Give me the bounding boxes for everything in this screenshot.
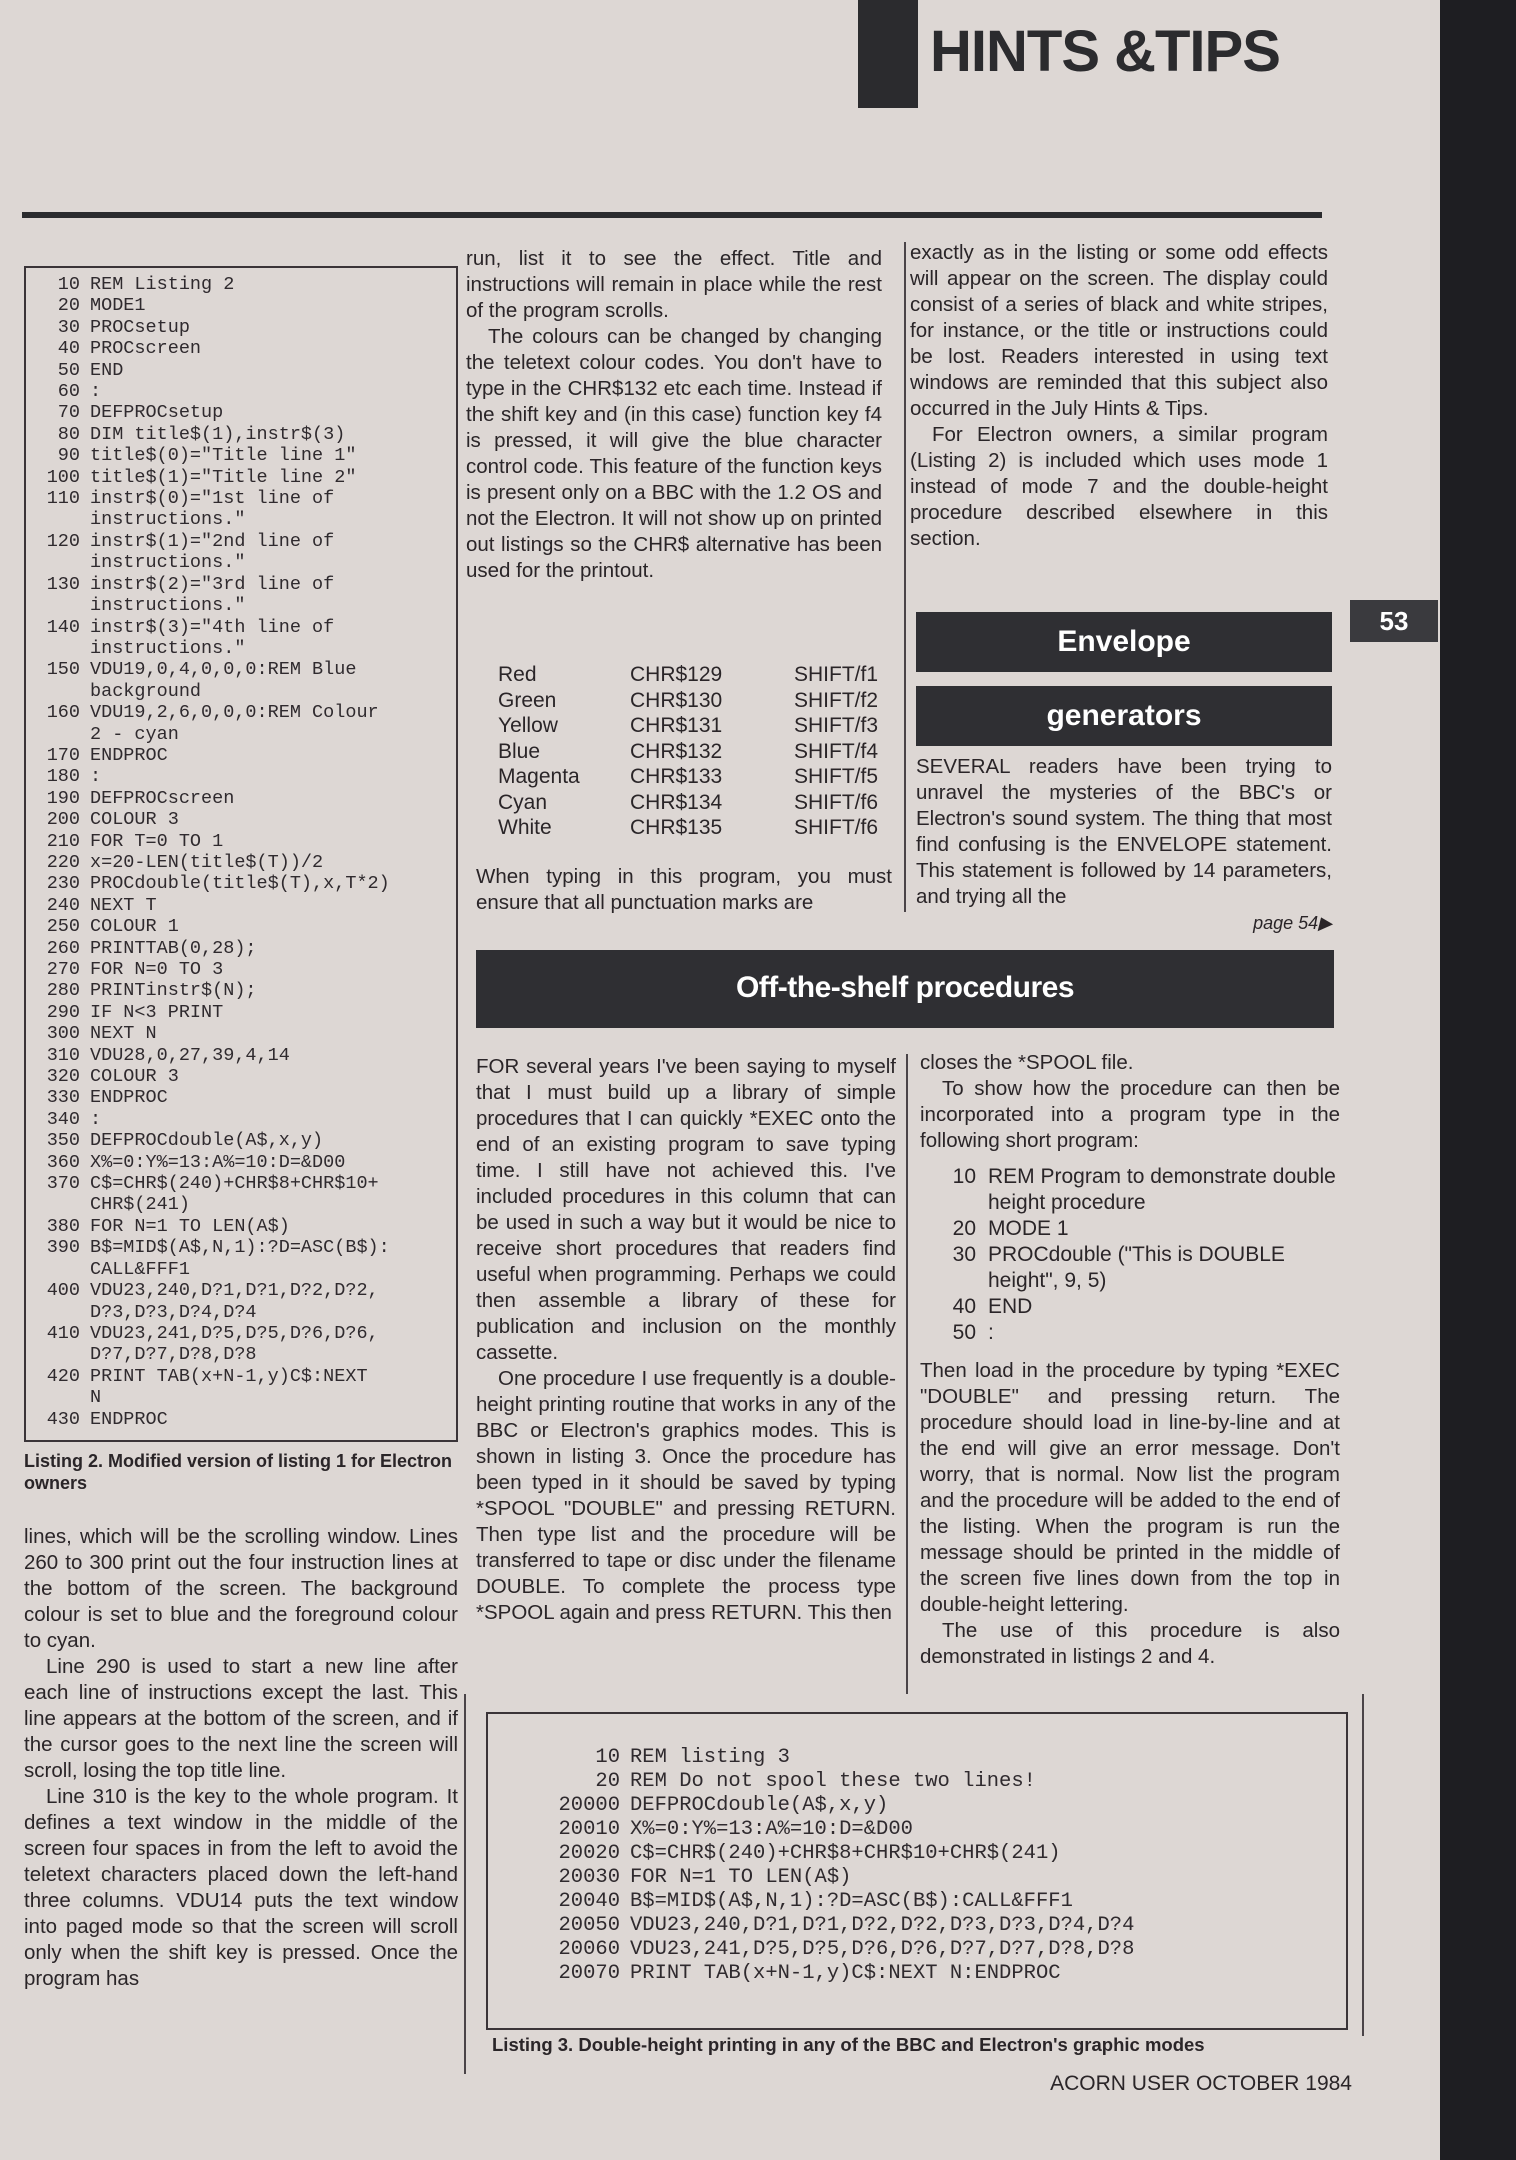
line-code: : bbox=[90, 381, 102, 403]
paragraph: To show how the procedure can then be incorporated into a program type in the following short program: bbox=[920, 1077, 1340, 1152]
line-code: DEFPROCsetup bbox=[90, 402, 224, 424]
line-code: VDU23,240,D?1,D?1,D?2,D?2,D?3,D?3,D?4,D?4 bbox=[630, 1914, 1135, 1937]
column-rule-3 bbox=[464, 1694, 466, 2074]
line-code: DIM title$(1),instr$(3) bbox=[90, 423, 346, 445]
code-continuation: instructions." bbox=[90, 595, 246, 617]
line-code: PROCdouble(title$(T),x,T*2) bbox=[90, 873, 390, 895]
line-number: 210 bbox=[46, 830, 80, 852]
line-number: 300 bbox=[46, 1023, 80, 1045]
line-code: ENDPROC bbox=[90, 1087, 168, 1109]
line-code: DEFPROCscreen bbox=[90, 787, 235, 809]
line-code: ENDPROC bbox=[90, 744, 168, 766]
code-line bbox=[26, 274, 456, 295]
line-number: 100 bbox=[46, 466, 80, 488]
page-edge-shadow bbox=[1440, 0, 1516, 2160]
line-number: 360 bbox=[46, 1151, 80, 1173]
line-code: PRINT TAB(x+N-1,y)C$:NEXT bbox=[90, 1365, 368, 1387]
line-code: PRINT TAB(x+N-1,y)C$:NEXT N:ENDPROC bbox=[630, 1962, 1061, 1985]
color-row bbox=[498, 713, 898, 739]
line-code: END bbox=[988, 1295, 1033, 1318]
color-chr-code: CHR$133 bbox=[630, 765, 723, 788]
line-code: REM Listing 2 bbox=[90, 274, 235, 295]
line-number: 240 bbox=[46, 894, 80, 916]
code-continuation: N bbox=[90, 1387, 102, 1409]
line-code: VDU28,0,27,39,4,14 bbox=[90, 1044, 290, 1066]
color-shift-key: SHIFT/f5 bbox=[794, 765, 879, 788]
color-shift-key: SHIFT/f1 bbox=[794, 663, 879, 686]
color-row bbox=[498, 764, 898, 790]
color-shift-key: SHIFT/f2 bbox=[794, 688, 879, 712]
line-number: 410 bbox=[46, 1322, 80, 1344]
column2-after-table: When typing in this program, you must ensure that all punctuation marks are bbox=[476, 865, 892, 914]
line-number: 430 bbox=[46, 1408, 80, 1430]
code-line bbox=[26, 1023, 456, 1044]
line-code: X%=0:Y%=13:A%=10:D=&D00 bbox=[630, 1818, 913, 1841]
code-line bbox=[26, 959, 456, 980]
code-line bbox=[26, 1173, 456, 1194]
line-code: NEXT T bbox=[90, 894, 157, 916]
color-shift-key: SHIFT/f4 bbox=[794, 739, 879, 763]
program-line bbox=[920, 1216, 1340, 1242]
code-line bbox=[502, 1746, 1346, 1770]
line-code: MODE1 bbox=[90, 295, 146, 317]
program-line bbox=[920, 1242, 1340, 1294]
color-row bbox=[498, 815, 898, 841]
line-code: DEFPROCdouble(A$,x,y) bbox=[630, 1794, 889, 1817]
line-code: PRINTTAB(0,28); bbox=[90, 937, 257, 959]
code-line bbox=[26, 745, 456, 766]
line-code: ENDPROC bbox=[90, 1408, 168, 1430]
line-code: : bbox=[90, 1108, 102, 1130]
line-number: 330 bbox=[46, 1087, 80, 1109]
code-line bbox=[26, 402, 456, 423]
code-line bbox=[26, 1087, 456, 1108]
code-line bbox=[502, 1794, 1346, 1818]
paragraph: The colours can be changed by changing the teletext colour codes. You don't have to type in the CHR$132 etc each time. Instead if the shift key and (in this case) function key f4 is pressed, it will give the blue character control code. This feature of the function keys is present only on a BBC with the 1.2 OS and not the Electron. It will not show up on printed out listings so the CHR$ alternative has been used for the printout. bbox=[466, 325, 882, 582]
code-line bbox=[26, 574, 456, 595]
line-number: 10 bbox=[595, 1746, 620, 1769]
line-code: title$(0)="Title line 1" bbox=[90, 445, 357, 467]
line-number: 110 bbox=[46, 488, 80, 510]
line-code: VDU19,2,6,0,0,0:REM Colour bbox=[90, 702, 379, 724]
paragraph: run, list it to see the effect. Title and instructions will remain in place while the rest of the program scrolls. bbox=[466, 247, 882, 322]
code-line bbox=[26, 788, 456, 809]
color-name: White bbox=[498, 816, 552, 839]
color-shift-key: SHIFT/f3 bbox=[794, 714, 879, 737]
line-number: 190 bbox=[46, 787, 80, 809]
line-code: VDU23,240,D?1,D?1,D?2,D?2, bbox=[90, 1280, 379, 1302]
column1-text bbox=[24, 1524, 458, 1992]
envelope-text bbox=[916, 754, 1332, 936]
column-rule-2 bbox=[906, 1054, 908, 1694]
code-line bbox=[26, 424, 456, 445]
footer-issue: ACORN USER OCTOBER 1984 bbox=[1050, 2072, 1352, 2095]
color-row bbox=[498, 790, 898, 816]
line-code: B$=MID$(A$,N,1):?D=ASC(B$):CALL&FFF1 bbox=[630, 1890, 1073, 1913]
code-line bbox=[26, 1002, 456, 1023]
line-number: 180 bbox=[46, 766, 80, 788]
line-code: COLOUR 3 bbox=[90, 1066, 179, 1088]
line-code: COLOUR 3 bbox=[90, 809, 179, 831]
section-title: HINTS &TIPS bbox=[930, 19, 1280, 84]
code-line bbox=[26, 766, 456, 787]
code-line bbox=[26, 895, 456, 916]
line-number: 20050 bbox=[558, 1914, 620, 1937]
color-code-table bbox=[498, 662, 898, 841]
listing3-caption: Listing 3. Double-height printing in any of the BBC and Electron's graphic modes bbox=[492, 2034, 1205, 2055]
demo-program bbox=[920, 1164, 1340, 1346]
line-number: 20040 bbox=[558, 1890, 620, 1913]
paragraph: exactly as in the listing or some odd effects will appear on the screen. The display could consist of a series of black and white stripes, for instance, or the title or instructions could be lost. Readers interested in using text windows are reminded that this subject also occurred in the July Hints & Tips. bbox=[910, 241, 1328, 420]
color-row bbox=[498, 662, 898, 688]
line-code: X%=0:Y%=13:A%=10:D=&D00 bbox=[90, 1151, 346, 1173]
code-line bbox=[26, 445, 456, 466]
code-line bbox=[26, 938, 456, 959]
code-line bbox=[26, 317, 456, 338]
code-continuation: D?7,D?7,D?8,D?8 bbox=[90, 1344, 257, 1366]
code-line bbox=[26, 381, 456, 402]
listing2-box bbox=[24, 266, 458, 1442]
code-line bbox=[26, 1109, 456, 1130]
line-number: 130 bbox=[46, 573, 80, 595]
header-block bbox=[858, 0, 918, 108]
line-number: 20020 bbox=[558, 1842, 620, 1865]
page-reference: page 54▶ bbox=[1253, 913, 1332, 933]
code-line bbox=[26, 1237, 456, 1258]
line-code: COLOUR 1 bbox=[90, 916, 179, 938]
code-continuation: background bbox=[90, 680, 202, 702]
line-number: 80 bbox=[57, 423, 80, 445]
code-line bbox=[502, 1890, 1346, 1914]
line-code: VDU19,0,4,0,0,0:REM Blue bbox=[90, 659, 357, 681]
line-code: instr$(3)="4th line of bbox=[90, 616, 335, 638]
code-line bbox=[26, 702, 456, 723]
color-shift-key: SHIFT/f6 bbox=[794, 790, 879, 814]
code-line bbox=[26, 338, 456, 359]
color-shift-key: SHIFT/f6 bbox=[794, 816, 879, 839]
line-number: 40 bbox=[952, 1295, 976, 1318]
color-name: Cyan bbox=[498, 790, 548, 814]
line-number: 30 bbox=[57, 316, 80, 338]
off-shelf-left-column bbox=[476, 1054, 896, 1626]
column-rule-4 bbox=[1362, 1694, 1364, 2036]
line-code: VDU23,241,D?5,D?5,D?6,D?6,D?7,D?7,D?8,D?8 bbox=[630, 1938, 1135, 1961]
line-code: PROCsetup bbox=[90, 316, 190, 338]
line-code: PRINTinstr$(N); bbox=[90, 980, 257, 1002]
color-name: Magenta bbox=[498, 765, 580, 788]
code-line bbox=[502, 1866, 1346, 1890]
line-number: 160 bbox=[46, 702, 80, 724]
code-line bbox=[26, 1130, 456, 1151]
line-number: 140 bbox=[46, 616, 80, 638]
line-number: 120 bbox=[46, 530, 80, 552]
color-chr-code: CHR$135 bbox=[630, 816, 723, 839]
column3-text bbox=[910, 240, 1328, 552]
line-number: 250 bbox=[46, 916, 80, 938]
line-number: 30 bbox=[952, 1243, 976, 1266]
code-line bbox=[502, 1962, 1346, 1986]
line-number: 170 bbox=[46, 744, 80, 766]
line-number: 20000 bbox=[558, 1794, 620, 1817]
envelope-title-bar-1: Envelope bbox=[916, 612, 1332, 672]
line-code: VDU23,241,D?5,D?5,D?6,D?6, bbox=[90, 1322, 379, 1344]
line-code: FOR T=0 TO 1 bbox=[90, 830, 224, 852]
paragraph: closes the *SPOOL file. bbox=[920, 1051, 1134, 1074]
code-line bbox=[26, 1323, 456, 1344]
code-line bbox=[26, 852, 456, 873]
column-rule-1 bbox=[904, 242, 906, 912]
line-code: x=20-LEN(title$(T))/2 bbox=[90, 851, 324, 873]
line-number: 370 bbox=[46, 1173, 80, 1195]
line-code: END bbox=[90, 359, 124, 381]
line-number: 10 bbox=[57, 274, 80, 295]
paragraph: For Electron owners, a similar program (Listing 2) is included which uses mode 1 instead of mode 7 and the double-height procedure described elsewhere in this section. bbox=[910, 423, 1328, 550]
program-line bbox=[920, 1294, 1340, 1320]
line-number: 400 bbox=[46, 1280, 80, 1302]
line-code: instr$(2)="3rd line of bbox=[90, 573, 335, 595]
line-code: REM Do not spool these two lines! bbox=[630, 1770, 1036, 1793]
line-code: PROCdouble ("This is DOUBLE height", 9, 5) bbox=[988, 1243, 1285, 1292]
line-number: 290 bbox=[46, 1001, 80, 1023]
color-name: Yellow bbox=[498, 714, 558, 737]
line-number: 70 bbox=[57, 402, 80, 424]
code-line bbox=[26, 467, 456, 488]
line-number: 340 bbox=[46, 1108, 80, 1130]
line-number: 270 bbox=[46, 959, 80, 980]
line-code: DEFPROCdouble(A$,x,y) bbox=[90, 1130, 324, 1152]
line-code: B$=MID$(A$,N,1):?D=ASC(B$): bbox=[90, 1237, 390, 1259]
line-code: C$=CHR$(240)+CHR$8+CHR$10+CHR$(241) bbox=[630, 1842, 1061, 1865]
color-chr-code: CHR$132 bbox=[630, 739, 723, 763]
listing3-code bbox=[488, 1714, 1346, 1986]
color-row bbox=[498, 688, 898, 714]
line-code: C$=CHR$(240)+CHR$8+CHR$10+ bbox=[90, 1173, 379, 1195]
line-number: 20 bbox=[57, 295, 80, 317]
paragraph: FOR several years I've been saying to myself that I must build up a library of simple procedures that I can quickly *EXEC onto the end of an existing program to save typing time. I still have not achieved this. I've included procedures in this column that can be used in such a way but it would be nice to receive short procedures that readers find useful when programming. Perhaps we could then assemble a library of these for publication and inclusion on the monthly cassette. bbox=[476, 1055, 896, 1364]
code-line bbox=[26, 531, 456, 552]
program-line bbox=[920, 1320, 1340, 1346]
color-chr-code: CHR$129 bbox=[630, 663, 723, 686]
line-code: instr$(0)="1st line of bbox=[90, 488, 335, 510]
line-number: 40 bbox=[57, 338, 80, 360]
line-code: FOR N=1 TO LEN(A$) bbox=[90, 1215, 290, 1237]
code-line bbox=[26, 488, 456, 509]
code-continuation: CALL&FFF1 bbox=[90, 1258, 190, 1280]
code-line bbox=[502, 1770, 1346, 1794]
line-number: 320 bbox=[46, 1066, 80, 1088]
line-number: 20060 bbox=[558, 1938, 620, 1961]
color-name: Red bbox=[498, 663, 537, 686]
line-number: 20070 bbox=[558, 1962, 620, 1985]
line-number: 20 bbox=[595, 1770, 620, 1793]
line-code: instr$(1)="2nd line of bbox=[90, 530, 335, 552]
paragraph: Line 310 is the key to the whole program. It defines a text window in the middle of the screen four spaces in from the left to avoid the teletext characters placed down the left-hand three columns. VDU14 puts the text window into paged mode so that the screen will scroll only when the shift key is pressed. Once the program has bbox=[24, 1785, 458, 1990]
off-shelf-right-column bbox=[920, 1050, 1340, 1670]
paragraph: lines, which will be the scrolling window. Lines 260 to 300 print out the four instruction lines at the bottom of the screen. The background colour is set to blue and the foreground colour to cyan. bbox=[24, 1525, 458, 1652]
line-code: REM listing 3 bbox=[630, 1746, 790, 1769]
code-continuation: instructions." bbox=[90, 509, 246, 531]
color-chr-code: CHR$134 bbox=[630, 790, 723, 814]
listing2-code bbox=[26, 268, 456, 1430]
line-code: NEXT N bbox=[90, 1023, 157, 1045]
listing3-box bbox=[486, 1712, 1348, 2030]
code-line bbox=[26, 916, 456, 937]
program-line bbox=[920, 1164, 1340, 1216]
line-number: 390 bbox=[46, 1237, 80, 1259]
code-continuation: CHR$(241) bbox=[90, 1194, 190, 1216]
paragraph: One procedure I use frequently is a double-height printing routine that works in any of the BBC or Electron's graphics modes. This is shown in listing 3. Once the procedure has been typed in it should be saved by typing *SPOOL "DOUBLE" and pressing RETURN. Then type list and the procedure will be transferred to tape or disc under the filename DOUBLE. To complete the process type *SPOOL again and press RETURN. This then bbox=[476, 1367, 896, 1624]
line-number: 200 bbox=[46, 809, 80, 831]
code-line bbox=[26, 1366, 456, 1387]
code-continuation: instructions." bbox=[90, 552, 246, 574]
code-line bbox=[26, 1066, 456, 1087]
line-number: 420 bbox=[46, 1365, 80, 1387]
code-continuation: D?3,D?3,D?4,D?4 bbox=[90, 1301, 257, 1323]
color-name: Blue bbox=[498, 739, 541, 763]
code-line bbox=[26, 659, 456, 680]
line-code: PROCscreen bbox=[90, 338, 202, 360]
code-line bbox=[26, 617, 456, 638]
code-line bbox=[26, 1280, 456, 1301]
line-number: 50 bbox=[952, 1321, 976, 1344]
code-line bbox=[26, 873, 456, 894]
code-line bbox=[26, 1045, 456, 1066]
line-number: 380 bbox=[46, 1215, 80, 1237]
code-line bbox=[26, 1216, 456, 1237]
color-chr-code: CHR$131 bbox=[630, 714, 723, 737]
code-line bbox=[502, 1938, 1346, 1962]
line-code: REM Program to demonstrate double height procedure bbox=[988, 1165, 1336, 1214]
off-shelf-title-bar: Off-the-shelf procedures bbox=[476, 950, 1334, 1028]
code-line bbox=[502, 1842, 1346, 1866]
column2-text bbox=[466, 246, 882, 584]
paragraph: Line 290 is used to start a new line after each line of instructions except the last. This line appears at the bottom of the screen, and if the cursor goes to the next line the screen will scroll, losing the top title line. bbox=[24, 1655, 458, 1782]
code-line bbox=[26, 980, 456, 1001]
line-number: 260 bbox=[46, 937, 80, 959]
listing2-caption: Listing 2. Modified version of listing 1 for Electron owners bbox=[24, 1451, 453, 1493]
paragraph: The use of this procedure is also demonstrated in listings 2 and 4. bbox=[920, 1619, 1340, 1668]
code-line bbox=[26, 831, 456, 852]
code-line bbox=[502, 1818, 1346, 1842]
top-rule bbox=[22, 212, 1322, 218]
color-name: Green bbox=[498, 688, 557, 712]
line-code: : bbox=[90, 766, 102, 788]
line-number: 310 bbox=[46, 1044, 80, 1066]
code-line bbox=[26, 1152, 456, 1173]
line-number: 350 bbox=[46, 1130, 80, 1152]
code-continuation: 2 - cyan bbox=[90, 723, 179, 745]
line-code: MODE 1 bbox=[988, 1217, 1069, 1240]
code-line bbox=[26, 360, 456, 381]
color-row bbox=[498, 739, 898, 765]
code-line bbox=[502, 1914, 1346, 1938]
line-number: 230 bbox=[46, 873, 80, 895]
line-code: : bbox=[988, 1321, 994, 1344]
line-number: 50 bbox=[57, 359, 80, 381]
code-continuation: instructions." bbox=[90, 637, 246, 659]
line-number: 10 bbox=[952, 1165, 976, 1188]
line-number: 220 bbox=[46, 851, 80, 873]
line-number: 90 bbox=[57, 445, 80, 467]
line-number: 20010 bbox=[558, 1818, 620, 1841]
line-code: title$(1)="Title line 2" bbox=[90, 466, 357, 488]
envelope-title-bar-2: generators bbox=[916, 686, 1332, 746]
page-number: 53 bbox=[1350, 600, 1438, 642]
line-number: 150 bbox=[46, 659, 80, 681]
code-line bbox=[26, 809, 456, 830]
paragraph: Then load in the procedure by typing *EXEC "DOUBLE" and pressing return. The procedure should load in line-by-line and at the end will give an error message. Don't worry, that is normal. Now list the program and the procedure will be added to the end of the listing. When the program is run the message should be printed in the middle of the screen five lines down from the top in double-height lettering. bbox=[920, 1359, 1340, 1616]
envelope-paragraph: SEVERAL readers have been trying to unravel the mysteries of the BBC's or Electron's sound system. The thing that most find confusing is the ENVELOPE statement. This statement is followed by 14 parameters, and trying all the bbox=[916, 755, 1332, 908]
code-line bbox=[26, 295, 456, 316]
line-code: FOR N=1 TO LEN(A$) bbox=[630, 1866, 852, 1889]
line-code: IF N<3 PRINT bbox=[90, 1001, 224, 1023]
color-chr-code: CHR$130 bbox=[630, 688, 723, 712]
code-line bbox=[26, 1409, 456, 1430]
line-number: 60 bbox=[57, 381, 80, 403]
line-number: 280 bbox=[46, 980, 80, 1002]
line-number: 20030 bbox=[558, 1866, 620, 1889]
line-number: 20 bbox=[952, 1217, 976, 1240]
line-code: FOR N=0 TO 3 bbox=[90, 959, 224, 980]
